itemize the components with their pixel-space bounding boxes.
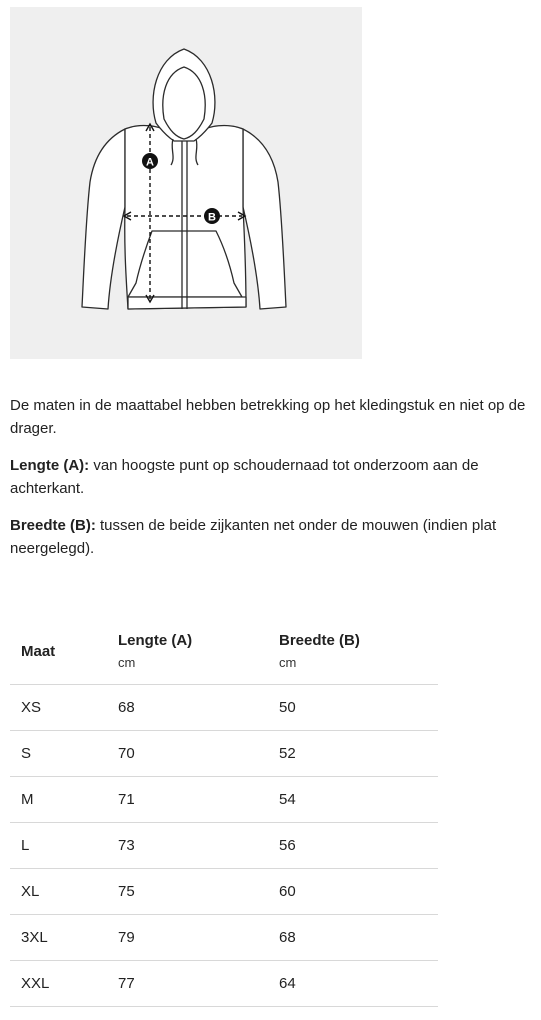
header-length-unit: cm [118, 655, 136, 670]
marker-a-label: A [146, 156, 154, 169]
size-table [10, 618, 438, 1007]
cell-length: 68 [107, 685, 268, 731]
cell-size: S [10, 731, 107, 777]
width-text: tussen de beide zijkanten net onder de mouwen (indien plat neergelegd). [10, 517, 497, 557]
length-label: Lengte (A): [10, 457, 90, 474]
header-width: Breedte (B) cm [268, 618, 438, 685]
cell-width: 54 [268, 777, 438, 823]
hoodie-measurement-figure [10, 7, 362, 359]
cell-width: 64 [268, 961, 438, 1007]
cell-length: 73 [107, 823, 268, 869]
cell-width: 56 [268, 823, 438, 869]
cell-width: 60 [268, 869, 438, 915]
table-row [10, 731, 438, 777]
cell-size: L [10, 823, 107, 869]
cell-size: XS [10, 685, 107, 731]
size-description [10, 394, 530, 574]
table-row [10, 823, 438, 869]
header-length: Lengte (A) cm [107, 618, 268, 685]
cell-length: 70 [107, 731, 268, 777]
table-header-row [10, 618, 438, 685]
table-row [10, 869, 438, 915]
cell-length: 79 [107, 915, 268, 961]
cell-size: 3XL [10, 915, 107, 961]
length-description [10, 454, 530, 500]
length-text: van hoogste punt op schoudernaad tot onderzoom aan de achterkant. [10, 457, 479, 497]
table-row [10, 777, 438, 823]
cell-width: 68 [268, 915, 438, 961]
table-row [10, 685, 438, 731]
cell-width: 50 [268, 685, 438, 731]
width-description [10, 514, 530, 560]
hoodie-illustration [10, 7, 362, 359]
header-width-unit: cm [279, 655, 297, 670]
cell-width: 52 [268, 731, 438, 777]
cell-size: XXL [10, 961, 107, 1007]
intro-text: De maten in de maattabel hebben betrekking op het kledingstuk en niet op de drager. [10, 397, 526, 437]
cell-size: M [10, 777, 107, 823]
header-size: Maat [10, 618, 107, 685]
cell-length: 75 [107, 869, 268, 915]
width-label: Breedte (B): [10, 517, 96, 534]
cell-length: 77 [107, 961, 268, 1007]
cell-size: XL [10, 869, 107, 915]
table-row [10, 915, 438, 961]
marker-b-label: B [208, 211, 216, 224]
table-row [10, 961, 438, 1007]
cell-length: 71 [107, 777, 268, 823]
